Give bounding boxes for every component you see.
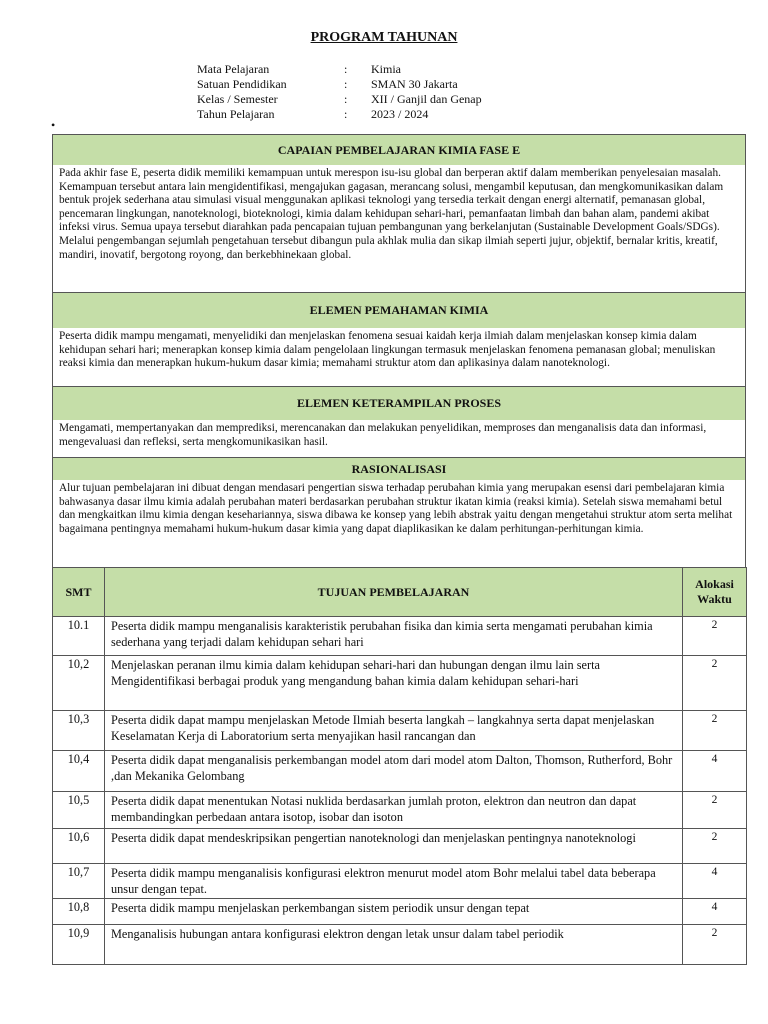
meta-label: Tahun Pelajaran	[197, 107, 275, 121]
meta-row	[197, 77, 482, 92]
meta-row	[197, 92, 482, 107]
table-row	[53, 751, 747, 792]
row-alokasi: 2	[683, 656, 747, 711]
capaian-text: Pada akhir fase E, peserta didik memiliki kemampuan untuk merespon isu-isu global dan berperan aktif dalam memberikan penyelesaian masalah. Kemampuan tersebut antara lain mengidentifikasi, mengajukan gagasan, merancang solusi, mengambil keputusan, dan mengkomunikasikan dalam bentuk projek sederhana atau simulasi visual menggunakan aplikasi teknologi yang tersedia terkait dengan energi alternatif, pemanasan global, pencemaran lingkungan, nanoteknologi, bioteknologi, kimia dalam kehidupan sehari-hari, pemanfaatan limbah dan bahan alam, pandemi akibat infeksi virus. Semua upaya tersebut diarahkan pada pencapaian tujuan pembangunan yang berkelanjutan (Sustainable Development Goals/SDGs). Melalui pengembangan sejumlah pengetahuan tersebut dibangun pula akhlak mulia dan sikap ilmiah seperti jujur, objektif, bernalar kritis, kreatif, mandiri, inovatif, bergotong royong, dan berkebhinekaan global.	[52, 165, 746, 293]
row-smt: 10,8	[53, 899, 105, 925]
rasionalisasi-heading: RASIONALISASI	[52, 457, 746, 481]
row-smt: 10,6	[53, 829, 105, 864]
rasionalisasi-text: Alur tujuan pembelajaran ini dibuat dengan mendasari pengertian siswa terhadap perubahan kimia yang merupakan esensi dari pembelajaran kimia bahwasanya dasar ilmu kimia adalah perubahan materi berdasarkan perubahan struktur ikatan kimia (reaksi kimia). Setelah siswa memahami betul dan mengkaitkan ilmu kimia dengan kesehariannya, siswa dibawa ke konsep yang lebih abstrak yaitu dengan mengetahui struktur atom serta melihat bagaimana pentingnya memahami hukum-hukum dasar kimia yang dapat diaplikasikan ke dalam perhitungan-perhitungan kimia.	[52, 480, 746, 568]
row-tujuan: Peserta didik mampu menjelaskan perkembangan sistem periodik unsur dengan tepat	[105, 899, 683, 925]
meta-value: SMAN 30 Jakarta	[371, 77, 458, 91]
meta-value: 2023 / 2024	[371, 107, 429, 121]
row-tujuan: Peserta didik dapat menentukan Notasi nuklida berdasarkan jumlah proton, elektron dan neutron dan dapat membandingkan perbedaan antara isotop, isobar dan isoton	[105, 792, 683, 829]
bullet-marker: •	[51, 118, 56, 132]
row-alokasi: 2	[683, 617, 747, 656]
row-alokasi: 2	[683, 711, 747, 751]
row-tujuan: Menganalisis hubungan antara konfigurasi elektron dengan letak unsur dalam tabel periodik	[105, 925, 683, 965]
row-tujuan: Peserta didik mampu menganalisis karakteristik perubahan fisika dan kimia serta mengamati perubahan kimia sederhana yang terjadi dalam kehidupan sehari hari	[105, 617, 683, 656]
meta-label: Mata Pelajaran	[197, 62, 270, 76]
table-header-row	[53, 568, 747, 617]
meta-separator: :	[344, 92, 348, 106]
page-title: PROGRAM TAHUNAN	[310, 30, 458, 45]
pemahaman-text: Peserta didik mampu mengamati, menyelidiki dan menjelaskan fenomena sesuai kaidah kerja ilmiah dalam menjelaskan konsep kimia dalam kehidupan sehari hari; menerapkan konsep kimia dalam pengelolaan lingkungan termasuk menjelaskan fenomena pemanasan global; menuliskan reaksi kimia dan menerapkan hukum-hukum dasar kimia; memahami struktur atom dan aplikasinya dalam nanoteknologi.	[52, 328, 746, 387]
capaian-heading: CAPAIAN PEMBELAJARAN KIMIA FASE E	[52, 134, 746, 166]
header-smt: SMT	[53, 568, 105, 617]
table-row	[53, 711, 747, 751]
row-smt: 10,7	[53, 864, 105, 899]
row-smt: 10,5	[53, 792, 105, 829]
table-row	[53, 656, 747, 711]
meta-separator: :	[344, 62, 348, 76]
meta-separator: :	[344, 77, 348, 91]
meta-label: Satuan Pendidikan	[197, 77, 287, 91]
row-tujuan: Peserta didik dapat menganalisis perkembangan model atom dari model atom Dalton, Thomson, Rutherford, Bohr ,dan Mekanika Gelombang	[105, 751, 683, 792]
row-smt: 10,4	[53, 751, 105, 792]
row-alokasi: 2	[683, 792, 747, 829]
table-row	[53, 899, 747, 925]
row-smt: 10,9	[53, 925, 105, 965]
row-alokasi: 4	[683, 751, 747, 792]
meta-label: Kelas / Semester	[197, 92, 278, 106]
row-smt: 10,2	[53, 656, 105, 711]
meta-row	[197, 107, 482, 122]
pemahaman-heading: ELEMEN PEMAHAMAN KIMIA	[52, 292, 746, 329]
row-smt: 10,3	[53, 711, 105, 751]
meta-value: Kimia	[371, 62, 401, 76]
row-alokasi: 2	[683, 925, 747, 965]
table-row	[53, 829, 747, 864]
document-meta	[197, 62, 482, 122]
table-row	[53, 617, 747, 656]
row-tujuan: Menjelaskan peranan ilmu kimia dalam kehidupan sehari-hari dan hubungan dengan ilmu lain serta Mengidentifikasi berbagai produk yang mengandung bahan kimia dalam kehidupan sehari-hari	[105, 656, 683, 711]
table-row	[53, 925, 747, 965]
table-row	[53, 864, 747, 899]
row-alokasi: 4	[683, 864, 747, 899]
keterampilan-heading: ELEMEN KETERAMPILAN PROSES	[52, 386, 746, 421]
row-smt: 10.1	[53, 617, 105, 656]
table-row	[53, 792, 747, 829]
meta-row	[197, 62, 482, 77]
keterampilan-text: Mengamati, mempertanyakan dan memprediksi, merencanakan dan melakukan penyelidikan, memproses dan menganalisis data dan informasi, mengevaluasi dan refleksi, serta mengkomunikasikan hasil.	[52, 420, 746, 458]
tujuan-table	[52, 567, 747, 965]
row-tujuan: Peserta didik dapat mampu menjelaskan Metode Ilmiah beserta langkah – langkahnya serta dapat menjelaskan Keselamatan Kerja di Laboratorium serta menyajikan hasil rancangan dan	[105, 711, 683, 751]
header-tujuan: TUJUAN PEMBELAJARAN	[105, 568, 683, 617]
row-alokasi: 2	[683, 829, 747, 864]
row-tujuan: Peserta didik dapat mendeskripsikan pengertian nanoteknologi dan menjelaskan pentingnya nanoteknologi	[105, 829, 683, 864]
row-tujuan: Peserta didik mampu menganalisis konfigurasi elektron menurut model atom Bohr melalui tabel data beberapa unsur dengan tepat.	[105, 864, 683, 899]
header-alokasi: Alokasi Waktu	[683, 568, 747, 617]
meta-value: XII / Ganjil dan Genap	[371, 92, 482, 106]
meta-separator: :	[344, 107, 348, 121]
row-alokasi: 4	[683, 899, 747, 925]
